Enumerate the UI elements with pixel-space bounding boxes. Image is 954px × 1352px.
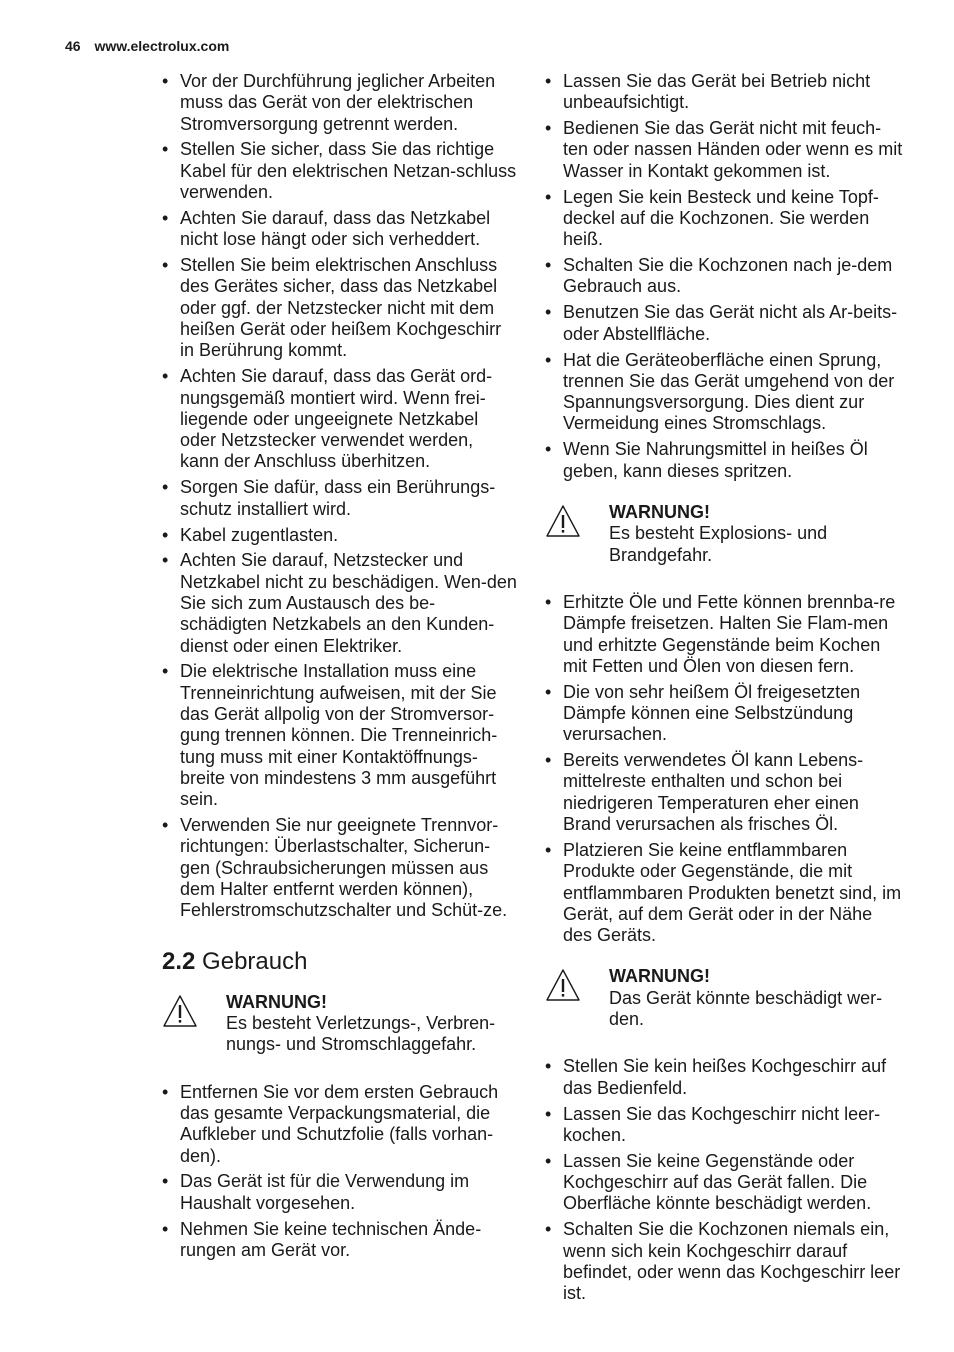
list-item-text: Schalten Sie die Kochzonen nach je-dem Gebrauch aus.	[563, 255, 893, 297]
warning-text: Das Gerät könnte beschädigt wer-den.	[609, 987, 883, 1030]
bullet-icon: •	[162, 815, 169, 836]
bullet-icon: •	[545, 302, 552, 323]
list-item-text: Das Gerät ist für die Verwendung im Haushalt vorgesehen.	[180, 1171, 470, 1213]
bullet-icon: •	[545, 1103, 552, 1124]
list-item-text: Platzieren Sie keine entflammbaren Produkte oder Gegenstände, die mit entflammbaren Produkten benetzt sind, im Gerät, auf dem Gerät oder in der Nähe des Geräts.	[563, 839, 902, 946]
list-item	[545, 118, 905, 182]
list-item-text: Verwenden Sie nur geeignete Trennvor-richtungen: Überlastschalter, Sicherun-gen (Schraubsicherungen müssen aus dem Halter entfernt werden können), Fehlerstromschutzschalter und Schüt-ze.	[180, 815, 508, 921]
list-item-text: Bedienen Sie das Gerät nicht mit feuch-ten oder nassen Händen oder wenn es mit Wasser in Kontakt gekommen ist.	[563, 118, 903, 181]
bullet-icon: •	[545, 186, 552, 207]
bullet-icon: •	[545, 1219, 552, 1240]
bullet-icon: •	[162, 477, 169, 498]
list-item-text: Die elektrische Installation muss eine Trenneinrichtung aufweisen, mit der Sie das Gerät allpolig von der Stromversor-gung trennen können. Die Trenneinrich-tung muss mit einer Kontaktöffnungs-breite von mindestens 3 mm ausgeführt sein.	[180, 661, 498, 810]
list-item-text: Kabel zugentlasten.	[180, 524, 339, 545]
right-column	[545, 71, 905, 1309]
warning-box-damage	[545, 966, 905, 1030]
bullet-icon: •	[162, 1081, 169, 1102]
list-item	[545, 1104, 905, 1147]
bullet-icon: •	[162, 524, 169, 545]
bullet-icon: •	[545, 591, 552, 612]
list-item	[545, 187, 905, 251]
list-item	[545, 350, 905, 435]
bullet-icon: •	[545, 71, 552, 91]
page-header	[65, 38, 229, 54]
bullet-list-fire	[545, 592, 905, 947]
bullet-icon: •	[545, 1150, 552, 1171]
bullet-icon: •	[545, 349, 552, 370]
bullet-icon: •	[162, 1171, 169, 1192]
list-item	[545, 592, 905, 677]
list-item	[162, 477, 517, 520]
list-item-text: Lassen Sie das Kochgeschirr nicht leer-kochen.	[563, 1103, 881, 1145]
list-item	[545, 682, 905, 746]
bullet-icon: •	[545, 1056, 552, 1077]
bullet-icon: •	[545, 118, 552, 139]
warning-text: Es besteht Explosions- und Brandgefahr.	[609, 523, 828, 565]
list-item-text: Achten Sie darauf, dass das Netzkabel nicht lose hängt oder sich verheddert.	[180, 207, 491, 250]
list-item-text: Benutzen Sie das Gerät nicht als Ar-beits- oder Abstellfläche.	[563, 302, 898, 344]
bullet-icon: •	[162, 255, 169, 276]
list-item	[162, 661, 517, 810]
list-item	[545, 71, 905, 114]
bullet-icon: •	[162, 366, 169, 387]
page-number: 46	[65, 38, 81, 54]
warning-triangle-icon	[545, 504, 581, 538]
list-item-text: Achten Sie darauf, dass das Gerät ord-nungsgemäß montiert wird. Wenn frei-liegende oder ungeeignete Netzkabel oder Netzstecker verwendet werden, kann der Anschluss überhitzen.	[180, 366, 493, 472]
list-item	[545, 1151, 905, 1215]
left-column	[162, 71, 517, 1266]
warning-text: Es besteht Verletzungs-, Verbren-nungs- und Stromschlaggefahr.	[226, 1012, 496, 1055]
warning-triangle-icon	[545, 968, 581, 1002]
list-item	[162, 1082, 517, 1167]
list-item-text: Schalten Sie die Kochzonen niemals ein, wenn sich kein Kochgeschirr darauf befindet, oder wenn das Kochgeschirr leer ist.	[563, 1219, 901, 1304]
bullet-list-usage	[162, 1082, 517, 1262]
warning-title: WARNUNG!	[609, 966, 710, 987]
warning-triangle-icon	[162, 994, 198, 1028]
section-title: Gebrauch	[202, 947, 308, 975]
list-item	[162, 71, 517, 135]
bullet-list-electrical	[162, 71, 517, 922]
list-item-text: Stellen Sie sicher, dass Sie das richtige Kabel für den elektrischen Netzan-schluss verwenden.	[180, 139, 517, 203]
list-item-text: Bereits verwendetes Öl kann Lebens-mittelreste enthalten und schon bei niedrigeren Temperaturen eher einen Brand verursachen als frisches Öl.	[563, 750, 864, 835]
list-item-text: Stellen Sie beim elektrischen Anschluss des Gerätes sicher, dass das Netzkabel oder ggf. der Netzstecker nicht mit dem heißen Gerät oder heißem Kochgeschirr in Berührung kommt.	[180, 255, 502, 361]
website-link[interactable]: www.electrolux.com	[94, 38, 230, 54]
bullet-icon: •	[545, 839, 552, 860]
warning-box-explosion	[545, 502, 905, 566]
section-heading	[162, 948, 517, 976]
bullet-icon: •	[545, 750, 552, 771]
list-item-text: Lassen Sie keine Gegenstände oder Kochgeschirr auf das Gerät fallen. Die Oberfläche könnte beschädigt werden.	[563, 1150, 872, 1214]
bullet-list-operation	[545, 71, 905, 482]
bullet-list-damage	[545, 1056, 905, 1304]
list-item-text: Wenn Sie Nahrungsmittel in heißes Öl geben, kann dieses spritzen.	[563, 439, 868, 481]
warning-title: WARNUNG!	[609, 501, 710, 522]
list-item-text: Die von sehr heißem Öl freigesetzten Dämpfe können eine Selbstzündung verursachen.	[563, 681, 861, 745]
list-item	[545, 439, 905, 482]
list-item	[545, 302, 905, 345]
bullet-icon: •	[162, 207, 169, 228]
bullet-icon: •	[162, 139, 169, 160]
list-item	[162, 366, 517, 472]
list-item	[545, 255, 905, 298]
bullet-icon: •	[162, 1218, 169, 1239]
list-item	[162, 208, 517, 251]
list-item-text: Hat die Geräteoberfläche einen Sprung, trennen Sie das Gerät umgehend von der Spannungsversorgung. Dies dient zur Vermeidung eines Stromschlags.	[563, 349, 895, 434]
bullet-icon: •	[162, 550, 169, 571]
list-item-text: Lassen Sie das Gerät bei Betrieb nicht unbeaufsichtigt.	[563, 71, 871, 113]
list-item-text: Achten Sie darauf, Netzstecker und Netzkabel nicht zu beschädigen. Wen-den Sie sich zum Austausch des be-schädigten Netzkabels an den Kunden-dienst oder einen Elektriker.	[180, 550, 517, 656]
list-item-text: Stellen Sie kein heißes Kochgeschirr auf das Bedienfeld.	[563, 1056, 887, 1098]
list-item-text: Sorgen Sie dafür, dass ein Berührungs-schutz installiert wird.	[180, 477, 496, 519]
section-number: 2.2	[162, 947, 196, 975]
list-item-text: Nehmen Sie keine technischen Ände-rungen am Gerät vor.	[180, 1218, 482, 1260]
bullet-icon: •	[162, 661, 169, 682]
list-item	[545, 1219, 905, 1304]
bullet-icon: •	[162, 71, 169, 91]
list-item-text: Legen Sie kein Besteck und keine Topf-deckel auf die Kochzonen. Sie werden heiß.	[563, 186, 879, 250]
list-item	[162, 1171, 517, 1214]
list-item	[162, 525, 517, 546]
bullet-icon: •	[545, 681, 552, 702]
bullet-icon: •	[545, 255, 552, 276]
list-item	[162, 815, 517, 921]
list-item-text: Entfernen Sie vor dem ersten Gebrauch das gesamte Verpackungsmaterial, die Aufkleber und Schutzfolie (falls vorhan-den).	[180, 1081, 499, 1166]
list-item	[545, 840, 905, 946]
list-item	[545, 750, 905, 835]
warning-title: WARNUNG!	[226, 991, 327, 1012]
list-item-text: Erhitzte Öle und Fette können brennba-re Dämpfe freisetzen. Halten Sie Flam-men und erhitzte Gegenstände beim Kochen mit Fetten und Ölen von diesen fern.	[563, 591, 896, 676]
list-item	[162, 139, 517, 203]
bullet-icon: •	[545, 439, 552, 460]
list-item	[162, 255, 517, 361]
list-item	[162, 550, 517, 656]
warning-box-injury	[162, 992, 517, 1056]
list-item	[545, 1056, 905, 1099]
list-item-text: Vor der Durchführung jeglicher Arbeiten muss das Gerät von der elektrischen Stromversorgung getrennt werden.	[180, 71, 496, 134]
list-item	[162, 1219, 517, 1262]
